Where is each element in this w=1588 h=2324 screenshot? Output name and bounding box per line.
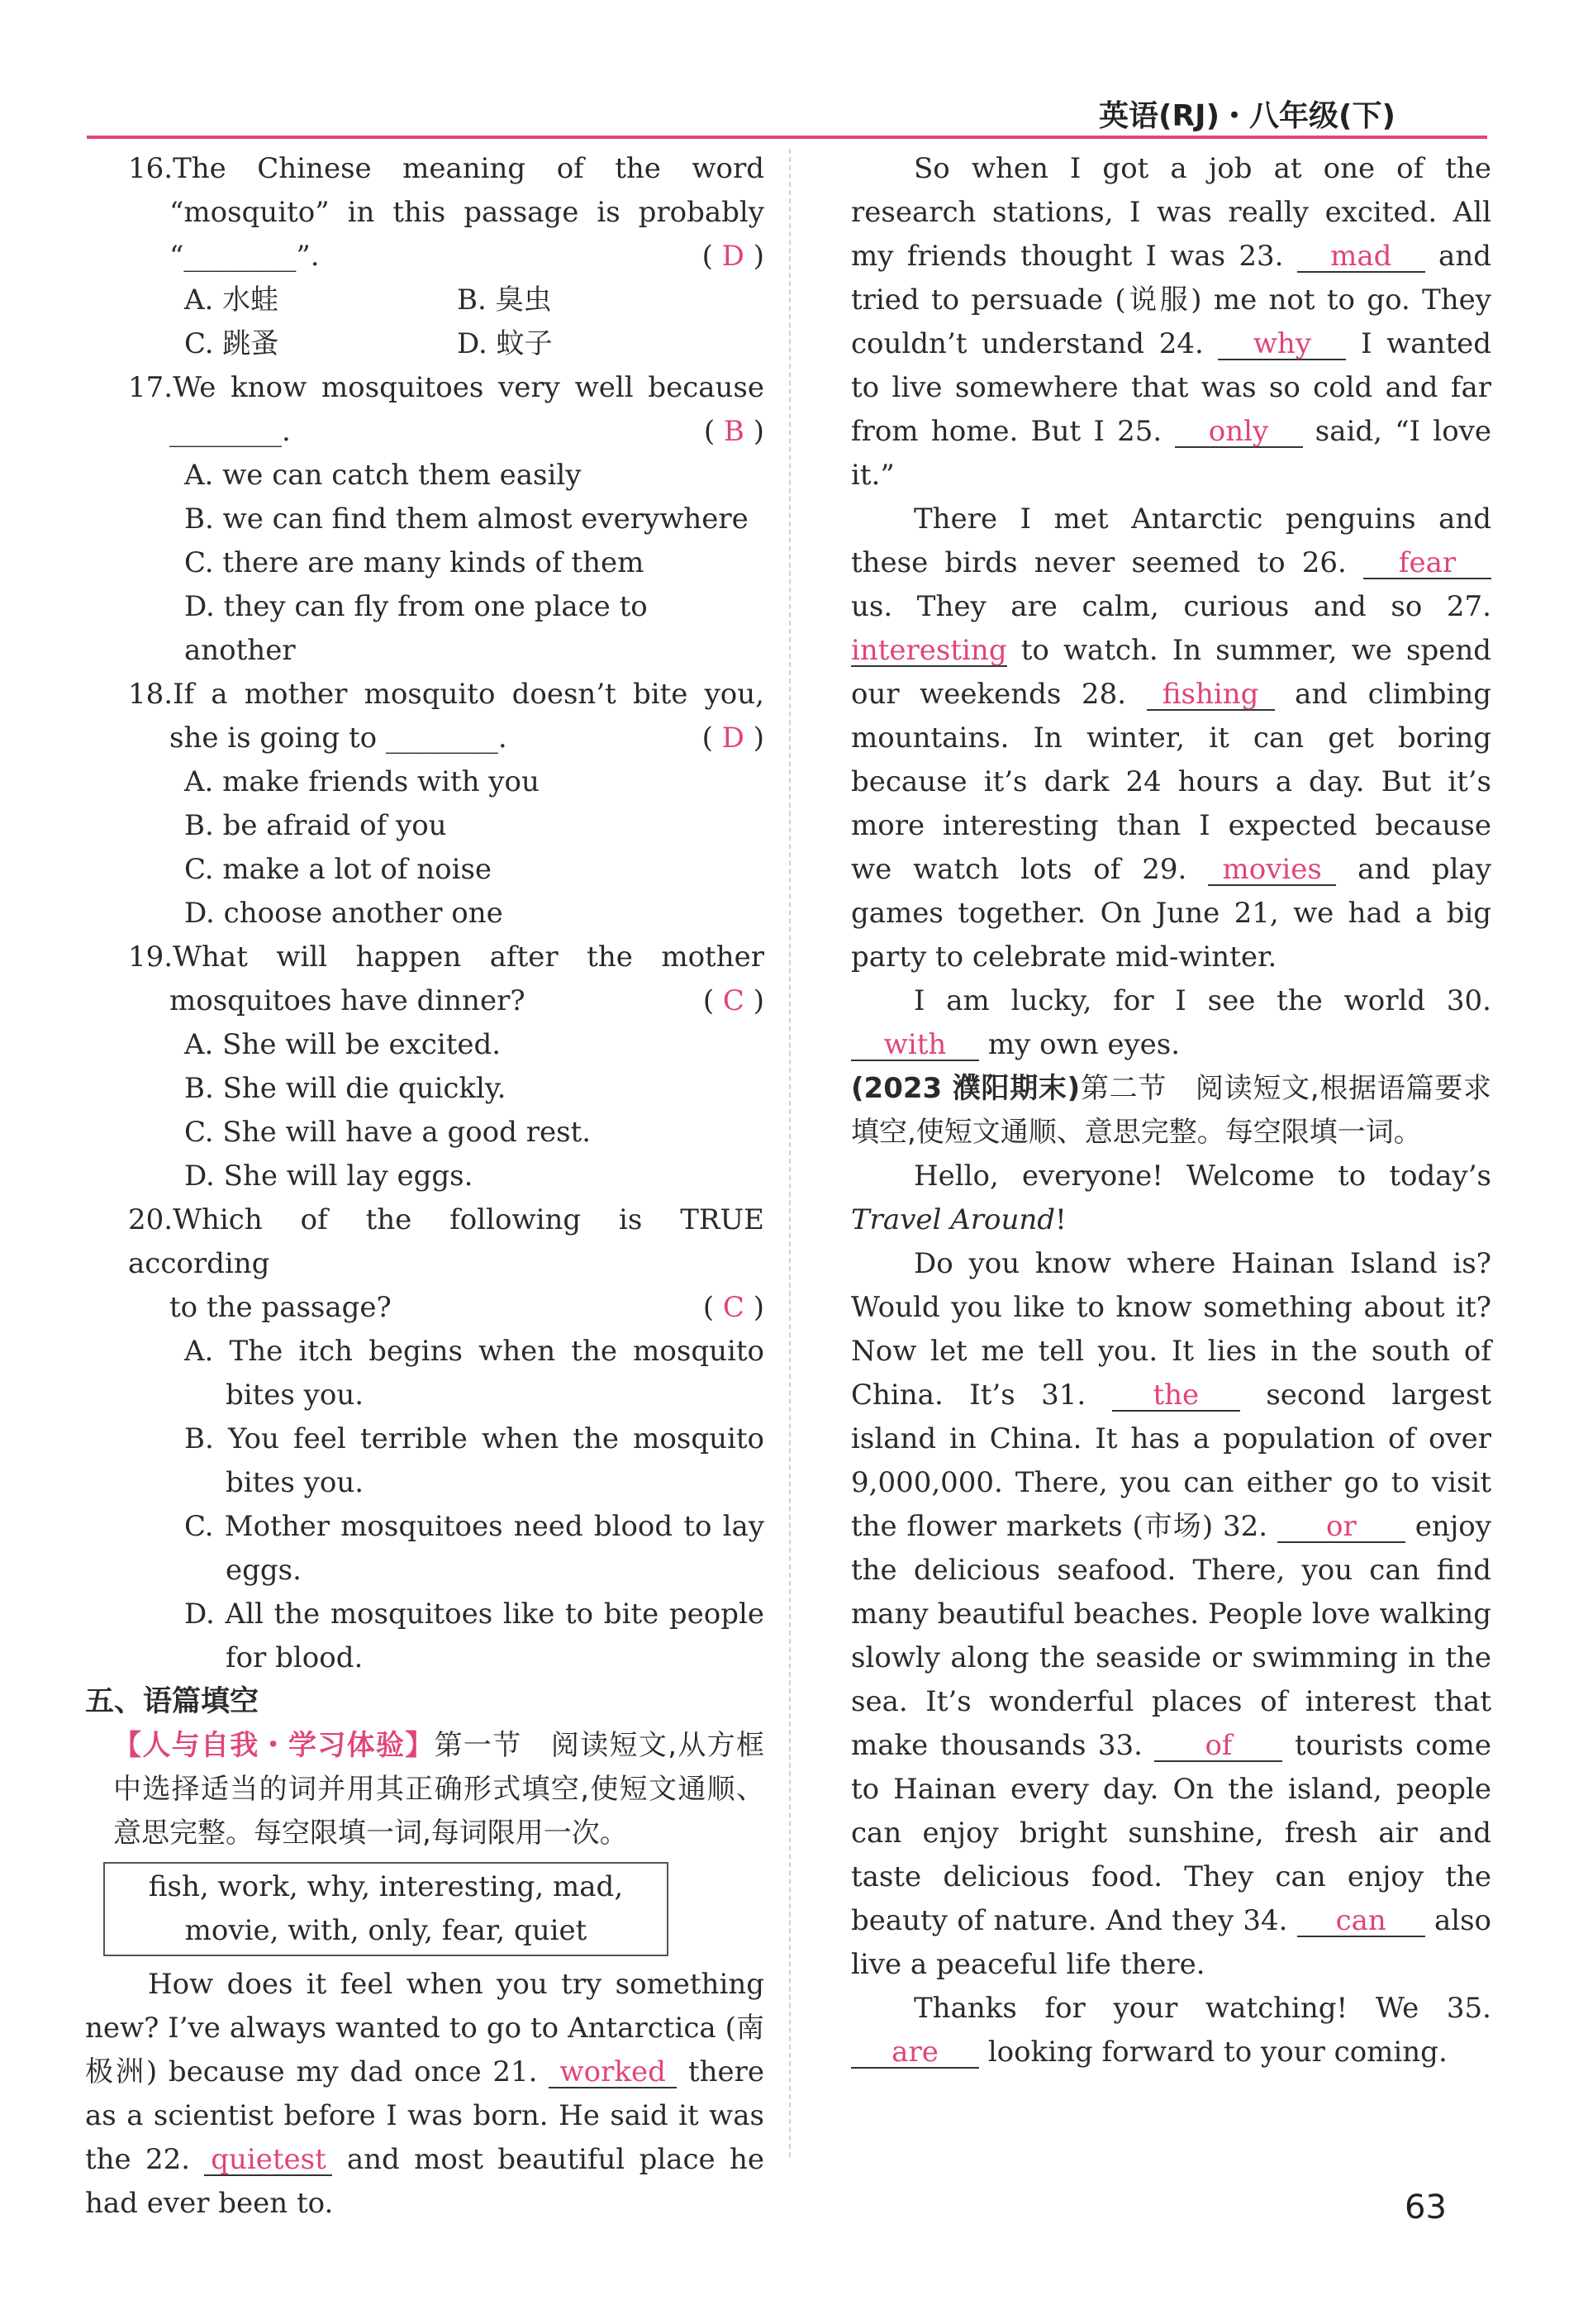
question-stem-line: If a mother mosquito doesn’t bite you,	[173, 678, 764, 711]
passage-paragraph	[851, 498, 1491, 979]
question-stem-line: We know mosquitoes very well because	[173, 371, 764, 404]
passage-text: and most beautiful place he had ever been to.	[85, 2143, 765, 2220]
passage-text: also live a peaceful life there.	[851, 1904, 1491, 1981]
answer-blank-29: movies	[1208, 855, 1336, 886]
passage-text: looking forward to your coming.	[987, 2036, 1448, 2069]
question-18	[128, 673, 764, 936]
answer-bracket: ( D )	[701, 240, 764, 273]
question-stem-line: “________”.	[169, 240, 320, 273]
question-stem-line: to the passage?	[169, 1291, 392, 1324]
page-number: 63	[1405, 2188, 1447, 2226]
part2-instruction	[851, 1067, 1491, 1155]
question-number: 17.	[128, 371, 174, 404]
answer-blank-33: of	[1154, 1731, 1282, 1762]
option-continued: eggs.	[226, 1554, 302, 1587]
right-column	[851, 147, 1491, 2074]
answer-blank-21: worked	[549, 2057, 677, 2088]
question-number: 16.	[128, 152, 174, 185]
passage-text: There I met Antarctic penguins and these birds never seemed to 26.	[851, 502, 1491, 579]
option: A. make friends with you	[184, 765, 540, 798]
answer-blank-22: quietest	[204, 2145, 332, 2176]
passage-text: I wanted to live somewhere that was so cold and far from home. But I 25.	[851, 327, 1491, 448]
answer-letter: B	[723, 415, 744, 448]
passage-text: there as a scientist before I was born. He said it was the 22.	[85, 2055, 765, 2176]
passage-paragraph	[851, 1987, 1491, 2074]
option: C. make a lot of noise	[184, 853, 492, 886]
passage-text: tourists come to Hainan every day. On the island, people can enjoy bright sunshine, fresh air and taste delicious food. They can enjoy the beauty of nature. And they 34.	[851, 1729, 1491, 1937]
instruction-text: 第一节 阅读短文,从方框中选择适当的词并用其正确形式填空,使短文通顺、意思完整。每空限填一词,每词限用一次。	[113, 1729, 764, 1850]
passage-paragraph	[851, 147, 1491, 498]
word-box	[103, 1862, 668, 1956]
word-box-line: fish, work, why, interesting, mad,	[148, 1870, 624, 1903]
question-stem-line: mosquitoes have dinner?	[169, 984, 525, 1017]
option: D. All the mosquitoes like to bite people	[184, 1598, 764, 1631]
option: A. 水蛙	[184, 283, 279, 317]
answer-bracket: ( C )	[702, 1291, 764, 1324]
question-stem-line: “mosquito” in this passage is probably	[169, 196, 764, 229]
answer-letter: C	[722, 984, 744, 1017]
passage-text: and tried to persuade (说服) me not to go. They couldn’t understand 24.	[851, 240, 1491, 360]
question-stem-line: What will happen after the mother	[173, 941, 764, 974]
answer-bracket: ( D )	[701, 721, 764, 755]
option: C. 跳蚤	[184, 327, 279, 360]
option: C. She will have a good rest.	[184, 1116, 592, 1149]
answer-bracket: ( B )	[703, 415, 764, 448]
question-17	[128, 366, 764, 673]
passage-paragraph	[851, 979, 1491, 1067]
passage-paragraph	[851, 1242, 1491, 1987]
option: D. She will lay eggs.	[184, 1160, 473, 1193]
option: B. She will die quickly.	[184, 1072, 506, 1105]
passage-text: Hello, everyone! Welcome to today’s	[914, 1160, 1491, 1193]
option: A. The itch begins when the mosquito	[184, 1335, 764, 1368]
question-stem-line: she is going to ________.	[169, 721, 507, 755]
answer-blank-34: can	[1297, 1906, 1425, 1937]
option: D. 蚊子	[457, 327, 553, 360]
section-title: 五、语篇填空	[85, 1685, 259, 1718]
option: B. You feel terrible when the mosquito	[184, 1422, 764, 1455]
answer-blank-35: are	[851, 2037, 979, 2069]
section-instruction	[113, 1724, 764, 1855]
answer-blank-26: fear	[1363, 548, 1491, 579]
left-column	[85, 147, 765, 2226]
question-number: 20.	[128, 1203, 174, 1236]
answer-blank-28: fishing	[1147, 679, 1275, 711]
passage-text: So when I got a job at one of the research stations, I was really excited. All my friends thought I was 23.	[851, 152, 1491, 273]
question-20	[128, 1198, 764, 1680]
answer-blank-24: why	[1218, 329, 1346, 360]
option-continued: bites you.	[226, 1379, 364, 1412]
answer-bracket: ( C )	[702, 984, 764, 1017]
passage-text: I am lucky, for I see the world 30.	[914, 984, 1491, 1017]
passage-text: said, “I love it.”	[851, 415, 1491, 492]
header-rule	[87, 136, 1487, 139]
program-title: Travel Around	[851, 1203, 1056, 1236]
question-stem-line: ________.	[169, 415, 291, 448]
source-tag: (2023 濮阳期末)	[851, 1072, 1081, 1105]
topic-tag: 【人与自我・学习体验】	[113, 1729, 435, 1762]
passage-text: Thanks for your watching! We 35.	[914, 1992, 1491, 2025]
option: C. Mother mosquitoes need blood to lay	[184, 1510, 764, 1543]
answer-letter: D	[721, 721, 744, 755]
option: A. we can catch them easily	[184, 459, 582, 492]
passage-text: and climbing mountains. In winter, it can get boring because it’s dark 24 hours a day. But it’s more interesting than I expected because we watch lots of 29.	[851, 678, 1492, 886]
passage-text: Do you know where Hainan Island is? Would you like to know something about it? Now let me tell you. It lies in the south of China. It’s 31.	[851, 1247, 1491, 1412]
question-stem-line: The Chinese meaning of the word	[173, 152, 764, 185]
option: B. be afraid of you	[184, 809, 447, 842]
answer-blank-30: with	[851, 1030, 979, 1061]
option-continued: bites you.	[226, 1466, 364, 1499]
question-16	[128, 147, 764, 366]
answer-blank-25: only	[1175, 417, 1303, 448]
answer-blank-27: interesting	[851, 634, 1007, 667]
passage-text: to watch. In summer, we spend our weekends 28.	[851, 634, 1492, 711]
answer-letter: C	[722, 1291, 744, 1324]
answer-blank-23: mad	[1297, 241, 1425, 273]
question-number: 18.	[128, 678, 174, 711]
option: B. 臭虫	[457, 283, 552, 317]
column-divider	[789, 149, 791, 2157]
answer-letter: D	[721, 240, 744, 273]
passage-paragraph	[851, 1155, 1491, 1242]
option-continued: for blood.	[226, 1641, 364, 1674]
options	[128, 279, 764, 366]
option: D. choose another one	[184, 897, 503, 930]
option: C. there are many kinds of them	[184, 546, 644, 579]
question-stem-line: Which of the following is TRUE according	[128, 1203, 764, 1280]
instruction-text: 第二节 阅读短文,根据语篇要求填空,使短文通顺、意思完整。每空限填一词。	[851, 1072, 1492, 1149]
passage-text: second largest island in China. It has a population of over 9,000,000. There, you can either go to visit the flower markets (市场) 32.	[851, 1379, 1491, 1543]
option: B. we can find them almost everywhere	[184, 502, 749, 536]
answer-blank-31: the	[1112, 1380, 1240, 1412]
passage-paragraph	[85, 1963, 764, 2226]
passage-text: !	[1055, 1203, 1067, 1236]
passage-text: enjoy the delicious seafood. There, you can find many beautiful beaches. People love walking slowly along the seaside or swimming in the sea. It’s wonderful places of interest that make thousands 33.	[851, 1510, 1491, 1762]
passage-text: How does it feel when you try something new? I’ve always wanted to go to Antarctica (南极洲) because my dad once 21.	[85, 1968, 764, 2088]
question-19	[128, 936, 764, 1198]
word-box-line: movie, with, only, fear, quiet	[184, 1914, 587, 1947]
answer-blank-32: or	[1277, 1512, 1405, 1543]
passage-text: and play games together. On June 21, we had a big party to celebrate mid-winter.	[851, 853, 1492, 974]
option: A. She will be excited.	[184, 1028, 502, 1061]
question-number: 19.	[128, 941, 174, 974]
page-header: 英语(RJ)・八年级(下)	[1099, 99, 1395, 133]
passage-text: my own eyes.	[987, 1028, 1181, 1061]
option: D. they can fly from one place to another	[184, 590, 648, 667]
passage-text: us. They are calm, curious and so 27.	[851, 590, 1491, 623]
